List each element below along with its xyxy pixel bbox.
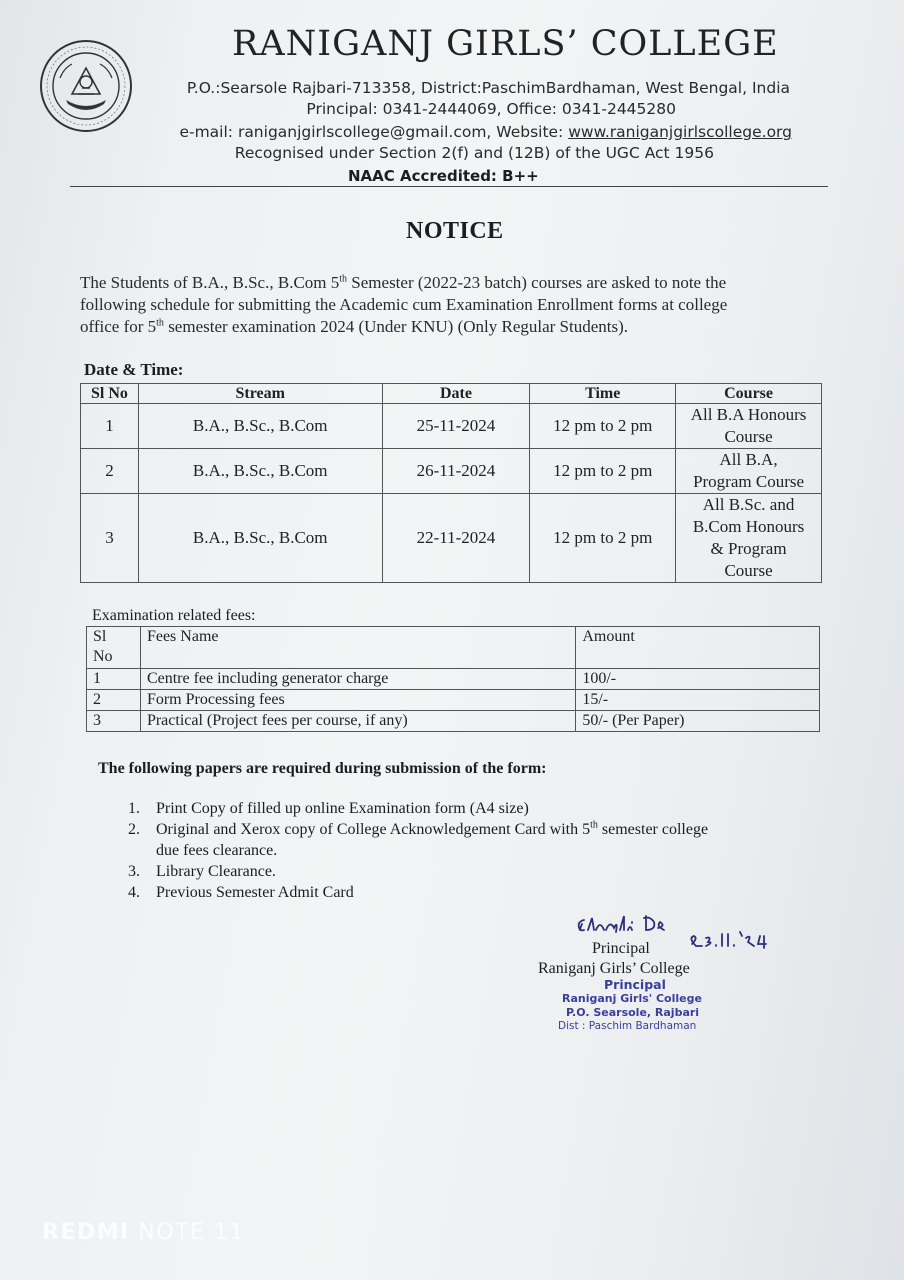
- camera-watermark: REDMI NOTE 11: [42, 1220, 245, 1245]
- col-header-time: Time: [530, 384, 676, 404]
- list-item: 1. Print Copy of filled up online Examination form (A4 size): [128, 800, 529, 817]
- fees-table: [86, 626, 820, 732]
- col-header-sl: Sl No: [81, 384, 139, 404]
- schedule-label: Date & Time:: [84, 360, 184, 379]
- table-row: 3 Practical (Project fees per course, if any) 50/- (Per Paper): [87, 711, 820, 732]
- col-header-stream: Stream: [138, 384, 382, 404]
- papers-list: [128, 798, 708, 903]
- college-seal-logo: [38, 38, 134, 134]
- list-item-continuation: due fees clearance.: [156, 842, 278, 859]
- col-header-date: Date: [382, 384, 530, 404]
- header-divider: [70, 186, 828, 187]
- stamp-college: Raniganj Girls' College: [562, 992, 702, 1005]
- ugc-recognition: Recognised under Section 2(f) and (12B) of the UGC Act 1956: [234, 144, 714, 162]
- notice-intro: The Students of B.A., B.Sc., B.Com 5th Semester (2022-23 batch) courses are asked to note the following schedule for submitting the Academic cum Examination Enrollment forms at college office for 5th semester examination 2024 (Under KNU) (Only Regular Students).: [80, 273, 728, 336]
- col-header-fees-name: Fees Name: [140, 627, 575, 669]
- college-name: RANIGANJ GIRLS’ COLLEGE: [232, 24, 779, 64]
- list-item: 2. Original and Xerox copy of College Acknowledgement Card with 5th semester college: [128, 819, 709, 838]
- notice-title: NOTICE: [406, 218, 504, 244]
- signature-designation: Principal: [592, 940, 650, 957]
- table-row: 1 Centre fee including generator charge 100/-: [87, 669, 820, 690]
- college-contact: [179, 123, 792, 141]
- stamp-district: Dist : Paschim Bardhaman: [558, 1020, 697, 1032]
- list-item: 3. Library Clearance.: [128, 863, 276, 880]
- table-row: 2 Form Processing fees 15/-: [87, 690, 820, 711]
- col-header-sl: Sl No: [87, 627, 141, 669]
- website-link[interactable]: www.raniganjgirlscollege.org: [568, 123, 792, 141]
- papers-heading: The following papers are required during submission of the form:: [98, 760, 547, 777]
- schedule-table: [80, 383, 822, 583]
- fees-header-row: [87, 627, 820, 669]
- schedule-header-row: [81, 384, 822, 404]
- stamp-principal: Principal: [604, 977, 666, 992]
- fees-label: Examination related fees:: [92, 607, 256, 624]
- college-address: P.O.:Searsole Rajbari-713358, District:PaschimBardhaman, West Bengal, India: [186, 79, 790, 97]
- naac-accreditation: NAAC Accredited: B++: [348, 167, 539, 185]
- signature-college: Raniganj Girls’ College: [538, 960, 690, 977]
- col-header-amount: Amount: [576, 627, 820, 669]
- col-header-course: Course: [676, 384, 822, 404]
- table-row: 1 B.A., B.Sc., B.Com 25-11-2024 12 pm to 2 pm All B.A Honours Course: [81, 404, 822, 449]
- table-row: 3 B.A., B.Sc., B.Com 22-11-2024 12 pm to 2 pm All B.Sc. and B.Com Honours & Program Course: [81, 494, 822, 583]
- college-phones: Principal: 0341-2444069, Office: 0341-2445280: [306, 100, 676, 118]
- table-row: 2 B.A., B.Sc., B.Com 26-11-2024 12 pm to 2 pm All B.A, Program Course: [81, 449, 822, 494]
- stamp-address: P.O. Searsole, Rajbari: [566, 1006, 700, 1019]
- email-text: e-mail: raniganjgirlscollege@gmail.com, Website:: [179, 123, 569, 141]
- list-item: 4. Previous Semester Admit Card: [128, 884, 354, 901]
